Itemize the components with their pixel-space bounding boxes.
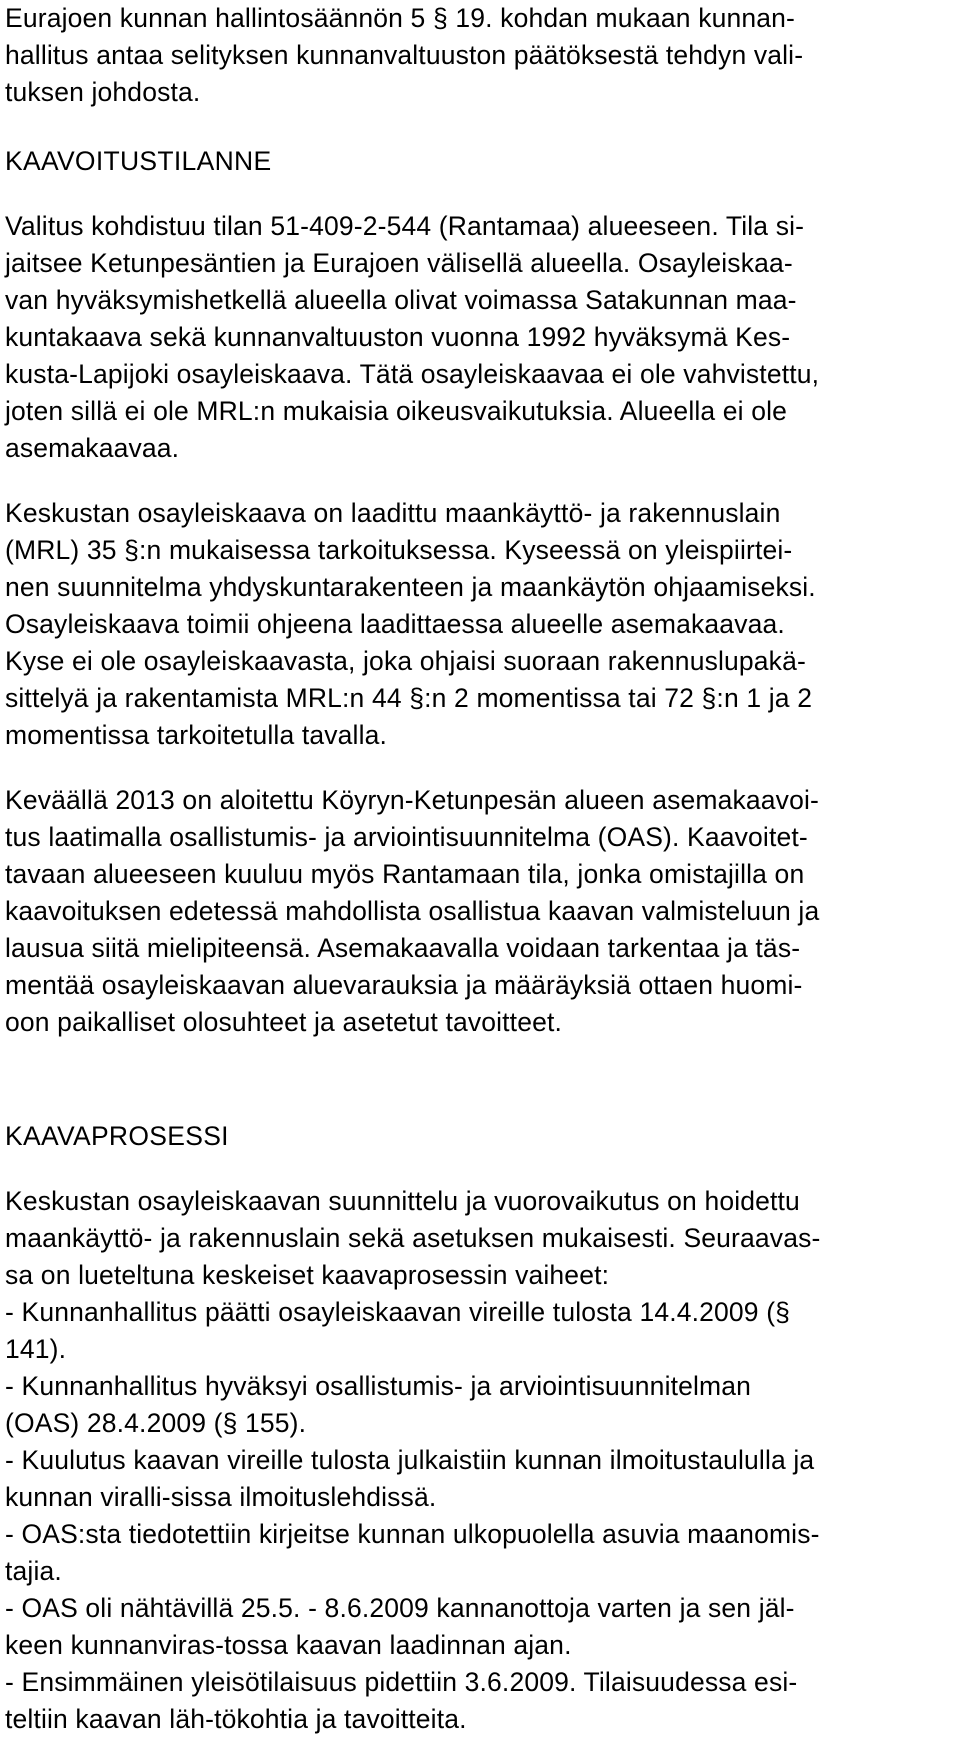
text-line: lausua siitä mielipiteensä. Asemakaavalla voidaan tarkentaa ja täs- [5,933,801,963]
list-item-continuation: teltiin kaavan läh-tökohtia ja tavoitteita. [5,1704,467,1734]
text-line: Eurajoen kunnan hallintosäännön 5 § 19. kohdan mukaan kunnan- [5,3,796,33]
text-line: Valitus kohdistuu tilan 51-409-2-544 (Rantamaa) alueeseen. Tila si- [5,211,805,241]
text-line: Osayleiskaava toimii ohjeena laadittaessa alueelle asemakaavaa. [5,609,785,639]
text-line: momentissa tarkoitetulla tavalla. [5,720,388,750]
intro-paragraph [5,0,955,111]
text-line: oon paikalliset olosuhteet ja asetetut tavoitteet. [5,1007,562,1037]
list-item: - OAS:sta tiedotettiin kirjeitse kunnan ulkopuolella asuvia maanomis- [5,1519,820,1549]
list-item: - Kunnanhallitus päätti osayleiskaavan vireille tulosta 14.4.2009 (§ [5,1297,791,1327]
heading-text: KAAVOITUSTILANNE [5,146,272,176]
list-item: - OAS oli nähtävillä 25.5. - 8.6.2009 kannanottoja varten ja sen jäl- [5,1593,795,1623]
text-line: kusta-Lapijoki osayleiskaava. Tätä osayleiskaavaa ei ole vahvistettu, [5,359,820,389]
text-line: tus laatimalla osallistumis- ja arviointisuunnitelma (OAS). Kaavoitet- [5,822,808,852]
list-item-continuation: (OAS) 28.4.2009 (§ 155). [5,1408,307,1438]
text-line: van hyväksymishetkellä alueella olivat voimassa Satakunnan maa- [5,285,797,315]
list-item-continuation: tajia. [5,1556,62,1586]
text-line: joten sillä ei ole MRL:n mukaisia oikeusvaikutuksia. Alueella ei ole [5,396,788,426]
text-line: sittelyä ja rakentamista MRL:n 44 §:n 2 momentissa tai 72 §:n 1 ja 2 [5,683,813,713]
text-line: hallitus antaa selityksen kunnanvaltuuston päätöksestä tehdyn vali- [5,40,804,70]
paragraph-keskustan [5,495,955,754]
paragraph-kevaalla [5,782,955,1041]
text-line: Keskustan osayleiskaavan suunnittelu ja vuorovaikutus on hoidettu [5,1186,800,1216]
section-heading-kaavaprosessi [5,1118,955,1155]
list-item-continuation: kunnan viralli-sissa ilmoituslehdissä. [5,1482,437,1512]
text-line: jaitsee Ketunpesäntien ja Eurajoen välisellä alueella. Osayleiskaa- [5,248,793,278]
text-line: Keskustan osayleiskaava on laadittu maankäyttö- ja rakennuslain [5,498,781,528]
list-item: - Kunnanhallitus hyväksyi osallistumis- ja arviointisuunnitelman [5,1371,752,1401]
document-page [5,0,955,1738]
text-line: tuksen johdosta. [5,77,201,107]
list-item: - Kuulutus kaavan vireille tulosta julkaistiin kunnan ilmoitustaululla ja [5,1445,815,1475]
list-item-continuation: keen kunnanviras-tossa kaavan laadinnan ajan. [5,1630,572,1660]
text-line: kuntakaava sekä kunnanvaltuuston vuonna 1992 hyväksymä Kes- [5,322,791,352]
text-line: (MRL) 35 §:n mukaisessa tarkoituksessa. Kyseessä on yleispiirtei- [5,535,793,565]
text-line: sa on lueteltuna keskeiset kaavaprosessin vaiheet: [5,1260,610,1290]
text-line: maankäyttö- ja rakennuslain sekä asetuksen mukaisesti. Seuraavas- [5,1223,821,1253]
list-item: - Ensimmäinen yleisötilaisuus pidettiin 3.6.2009. Tilaisuudessa esi- [5,1667,798,1697]
list-item-continuation: 141). [5,1334,67,1364]
text-line: mentää osayleiskaavan aluevarauksia ja määräyksiä ottaen huomi- [5,970,803,1000]
text-line: Kyse ei ole osayleiskaavasta, joka ohjaisi suoraan rakennuslupakä- [5,646,806,676]
heading-text: KAAVAPROSESSI [5,1121,229,1151]
section-heading-kaavoitustilanne [5,143,955,180]
text-line: nen suunnitelma yhdyskuntarakenteen ja maankäytön ohjaamiseksi. [5,572,816,602]
text-line: Keväällä 2013 on aloitettu Köyryn-Ketunpesän alueen asemakaavoi- [5,785,819,815]
text-line: kaavoituksen edetessä mahdollista osallistua kaavan valmisteluun ja [5,896,820,926]
paragraph-kaavoitus [5,208,955,467]
paragraph-kaavaprosessi [5,1183,955,1738]
text-line: tavaan alueeseen kuuluu myös Rantamaan tila, jonka omistajilla on [5,859,805,889]
text-line: asemakaavaa. [5,433,180,463]
